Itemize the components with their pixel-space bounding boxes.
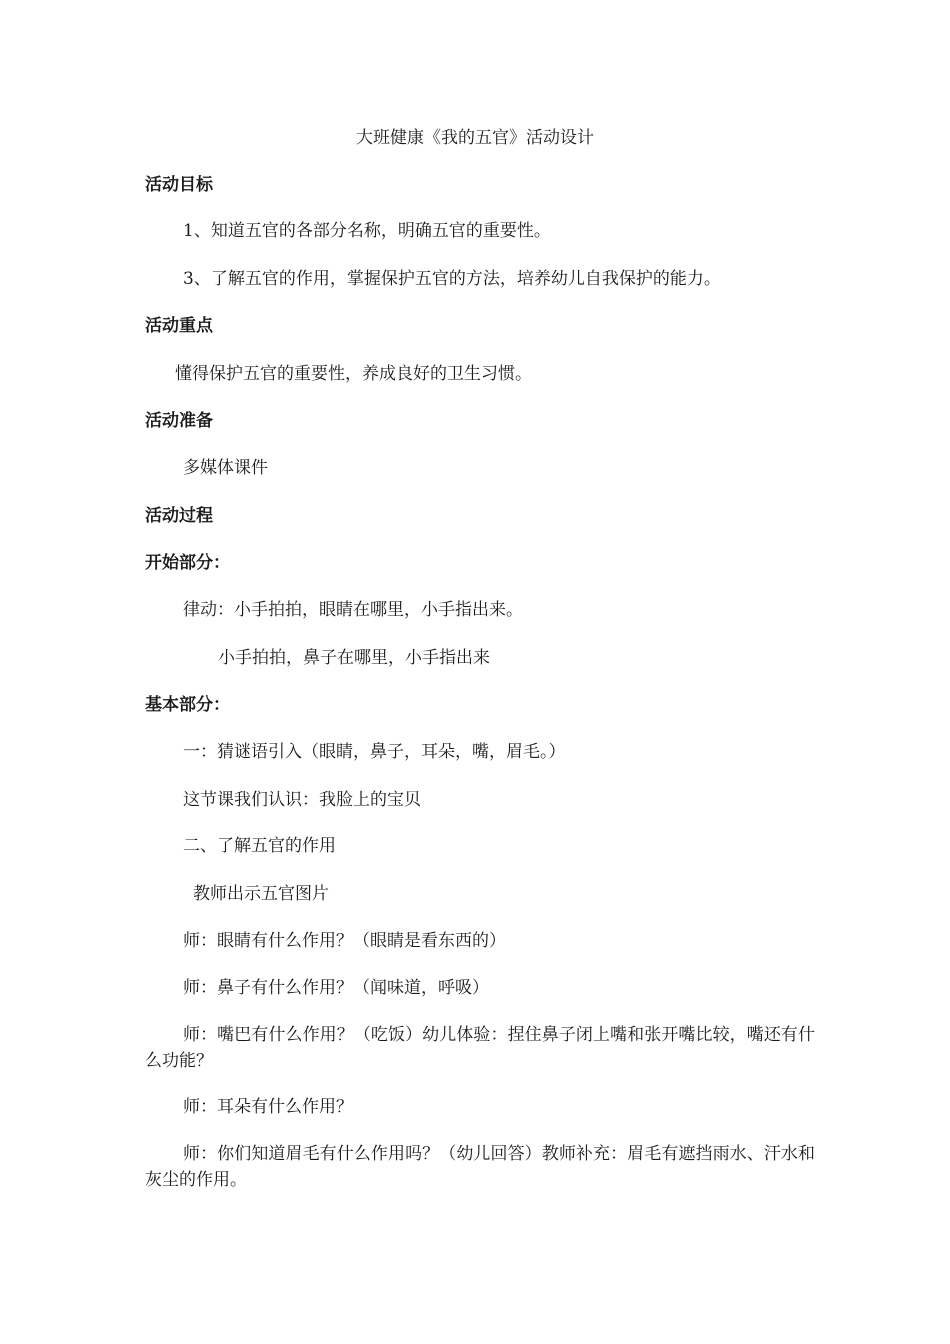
basic-line-2: 这节课我们认识：我脸上的宝贝 [183,790,421,810]
goal-item-3: 3、了解五官的作用，掌握保护五官的方法，培养幼儿自我保护的能力。 [183,269,721,289]
opening-line-1: 律动：小手拍拍，眼睛在哪里，小手指出来。 [183,600,523,620]
basic-line-1: 一：猜谜语引入（眼睛，鼻子，耳朵，嘴，眉毛。） [183,742,566,762]
opening-line-2: 小手拍拍，鼻子在哪里，小手指出来 [218,648,490,668]
document-title: 大班健康《我的五官》活动设计 [356,128,594,148]
heading-opening: 开始部分： [145,553,230,573]
basic-line-4: 教师出示五官图片 [193,884,329,904]
basic-line-9: 师：你们知道眉毛有什么作用吗？（幼儿回答）教师补充：眉毛有遮挡雨水、汗水和灰尘的作用。 [145,1144,815,1190]
basic-line-8: 师：耳朵有什么作用？ [183,1097,353,1117]
basic-line-7: 师：嘴巴有什么作用？（吃饭）幼儿体验：捏住鼻子闭上嘴和张开嘴比较，嘴还有什么功能？ [145,1025,815,1071]
heading-goals: 活动目标 [145,175,213,195]
basic-line-3: 二、了解五官的作用 [183,836,336,856]
heading-key-points: 活动重点 [145,316,213,336]
heading-process: 活动过程 [145,506,213,526]
basic-line-6: 师：鼻子有什么作用？（闻味道，呼吸） [183,978,489,998]
key-points-text: 懂得保护五官的重要性，养成良好的卫生习惯。 [175,364,532,384]
basic-line-5: 师：眼睛有什么作用？（眼睛是看东西的） [183,931,506,951]
goal-item-1: 1、知道五官的各部分名称，明确五官的重要性。 [183,221,551,241]
preparation-text: 多媒体课件 [183,458,268,478]
heading-preparation: 活动准备 [145,411,213,431]
heading-basic: 基本部分： [145,695,230,715]
